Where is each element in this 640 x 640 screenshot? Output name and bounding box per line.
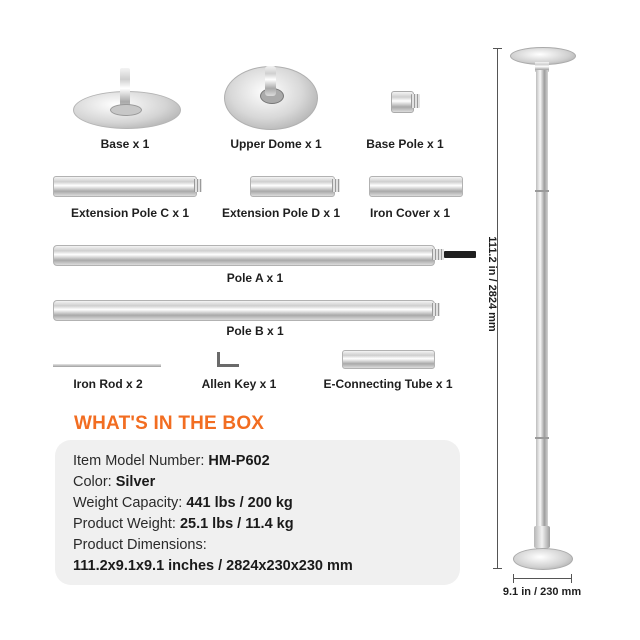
- spec-weight: Product Weight: 25.1 lbs / 11.4 kg: [73, 516, 294, 532]
- iron-rod-label: Iron Rod x 2: [73, 377, 143, 391]
- width-dimension-text: 9.1 in / 230 mm: [502, 586, 582, 598]
- extension-pole-d-label: Extension Pole D x 1: [221, 206, 341, 220]
- spec-dimensions-value: 111.2x9.1x9.1 inches / 2824x230x230 mm: [73, 558, 353, 574]
- iron-cover-label: Iron Cover x 1: [369, 206, 451, 220]
- extension-pole-c-label: Extension Pole C x 1: [70, 206, 190, 220]
- base-pole-label: Base Pole x 1: [366, 137, 444, 151]
- spec-model: Item Model Number: HM-P602: [73, 453, 270, 469]
- spec-color: Color: Silver: [73, 474, 156, 490]
- pole-b-label: Pole B x 1: [226, 324, 284, 338]
- spec-box: [55, 440, 460, 585]
- height-dimension-text: 111.2 in / 2824 mm: [486, 236, 498, 332]
- e-connecting-tube-label: E-Connecting Tube x 1: [323, 377, 453, 391]
- allen-key-label: Allen Key x 1: [201, 377, 277, 391]
- spec-dimensions-label: Product Dimensions:: [73, 537, 207, 553]
- base-label: Base x 1: [100, 137, 150, 151]
- pole-a-label: Pole A x 1: [226, 271, 284, 285]
- box-title: WHAT'S IN THE BOX: [74, 413, 265, 434]
- upper-dome-label: Upper Dome x 1: [230, 137, 322, 151]
- spec-capacity: Weight Capacity: 441 lbs / 200 kg: [73, 495, 293, 511]
